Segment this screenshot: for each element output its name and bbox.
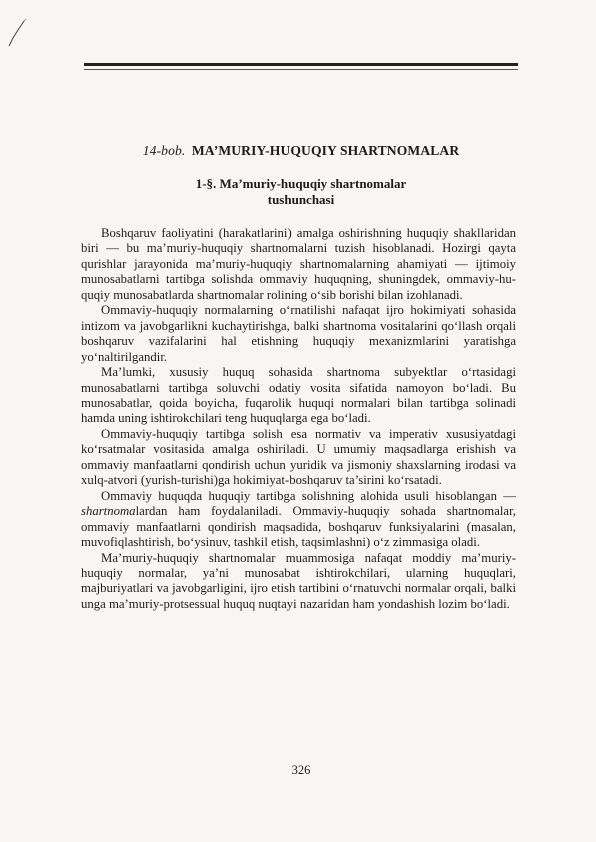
paragraph-5-start: Ommaviy huquqda huquqiy tartibga solishning alohida usuli hisoblangan — <box>101 488 516 503</box>
body-text <box>81 226 516 612</box>
paragraph-5-emphasis: shartnoma <box>81 504 136 519</box>
section-title-line2: tushunchasi <box>267 192 335 207</box>
section-title-line1: 1-§. Ma’muriy-huquqiy shartnomalar <box>195 176 407 191</box>
page-number: 326 <box>291 763 311 777</box>
header-rule-thin <box>84 69 518 70</box>
paragraph-4: Ommaviy-huquqiy tartibga solish esa normativ va imperativ xususiyatdagi ko‘rsatmalar vositasida amalga oshiriladi. U umumiy maqsadlarga erishish va ommaviy manfaatlarni qondirish uchun yuridik va jismoniy shaxslarning irodasi va xulq-atvori (yurish-turishi)ga hokimiyat-boshqaruv ta’sirini ko‘rsatadi. <box>81 426 516 488</box>
pen-mark-icon <box>6 18 28 48</box>
paragraph-3: Ma’lumki, xususiy huquq sohasida shartnoma subyektlar o‘rtasidagi munosabatlarni tartibga soluvchi odatiy vosita sifatida namoyon bo‘ladi. Bu munosabatlar, qoida boyicha, fuqarolik huquqi normalari bilan tartibga solinadi hamda uning ishtirokchilari teng huquqlarga ega bo‘ladi. <box>81 365 516 426</box>
chapter-title: MA’MURIY-HUQUQIY SHARTNOMALAR <box>191 143 460 158</box>
paragraph-1: Boshqaruv faoliyatini (harakatlarini) amalga oshirishning huquqiy shakllaridan biri — bu ma’muriy-huquqiy shartnomalarni tuzish hisoblanadi. Hozirgi qayta qurishlar jarayonida ma’muriy-huquqiy shartnomalarning ahamiyati — ijtimoiy munosabatlarni tartibga solishda ommaviy huquqning, shuningdek, ommaviy-huquqiy munosabatlarda shartnomalar rolining o‘sib borishi bilan izohlanadi. <box>81 226 516 302</box>
header-rule-thick <box>84 63 518 66</box>
section-heading <box>84 176 518 208</box>
paragraph-6: Ma’muriy-huquqiy shartnomalar muammosiga nafaqat moddiy ma’muriy-huquqiy normalar, ya’ni munosabat ishtirokchilari, ularning huquqlari, majburiyatlari va javobgarligini, ijro etish tartibini o‘rnatuvchi normalar orqali, balki unga ma’muriy-protsessual huquq nuqtayi nazaridan ham yondashish lozim bo‘ladi. <box>81 550 516 611</box>
paragraph-5 <box>81 489 516 551</box>
chapter-heading <box>84 143 518 159</box>
chapter-number: 14-bob. <box>142 143 186 158</box>
paragraph-5-end: lardan ham foydalaniladi. Ommaviy-huquqiy sohada shartnomalar, ommaviy manfaatlarni qondirish maqsadida, boshqaruv funksiyalarini (masalan, muvofiqlashtirish, bo‘ysinuv, tashkil etish, taqsimlashni) o‘z zimmasiga oladi. <box>81 504 516 550</box>
paragraph-2: Ommaviy-huquqiy normalarning o‘rnatilishi nafaqat ijro hokimiyati sohasida intizom va javobgarlikni kuchaytirishga, balki shartnoma vositalarini qo‘llash orqali boshqaruv vazifalarini hal etishning huquqiy mexanizmlarini yaratishga yo‘naltirilgandir. <box>81 303 516 364</box>
